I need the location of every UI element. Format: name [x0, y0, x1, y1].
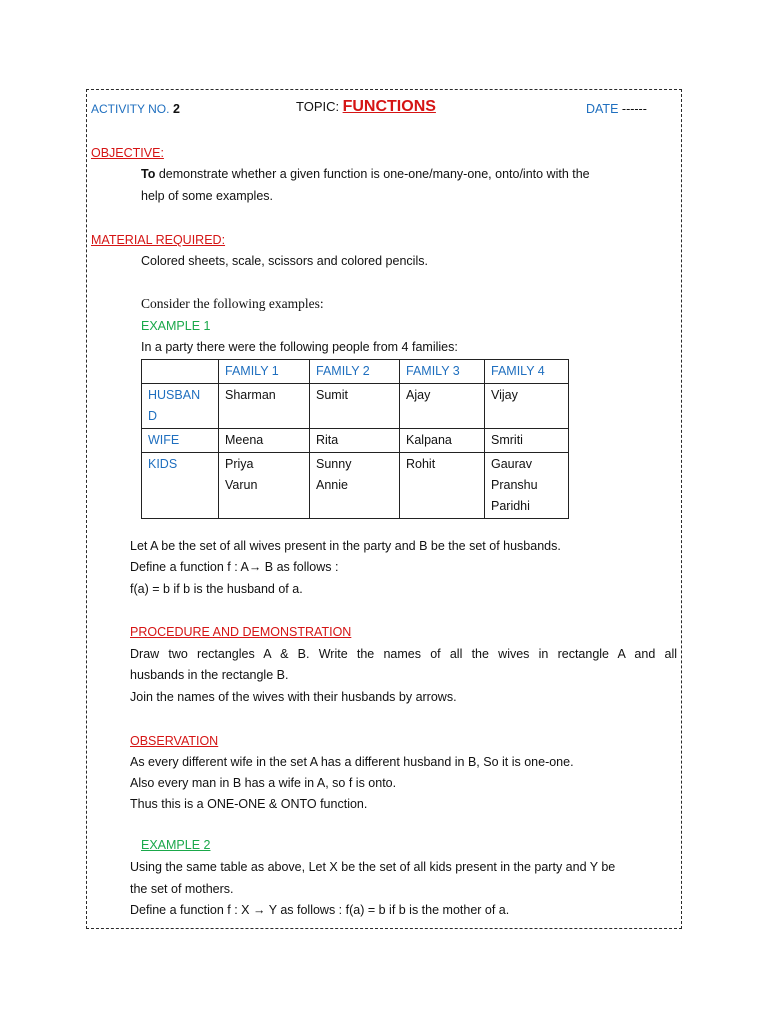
objective-line-2: help of some examples.: [141, 189, 274, 203]
table-cell: Sharman: [219, 384, 310, 429]
kid-name: Rohit: [406, 457, 436, 471]
kid-name: Varun: [225, 478, 258, 492]
kid-name: Sunny: [316, 457, 352, 471]
table-cell: [400, 453, 485, 519]
definition-line-2: Define a function f : A→ B as follows :: [130, 560, 339, 574]
example2-line-3: Define a function f : X → Y as follows : f(a) = b if b is the mother of a.: [130, 903, 510, 917]
definition-line-1: Let A be the set of all wives present in the party and B be the set of husbands.: [130, 539, 561, 553]
example2-heading: EXAMPLE 2: [141, 838, 211, 852]
consider-text: Consider the following examples:: [141, 296, 324, 311]
observation-line-3: Thus this is a ONE-ONE & ONTO function.: [130, 797, 368, 811]
table-header-cell: FAMILY 3: [400, 360, 485, 384]
observation-line-1: As every different wife in the set A has a different husband in B, So it is one-one.: [130, 755, 574, 769]
table-cell: [310, 453, 400, 519]
row-label-part: HUSBAN: [148, 388, 201, 402]
material-heading: MATERIAL REQUIRED:: [91, 233, 226, 247]
table-header-cell: FAMILY 4: [485, 360, 569, 384]
procedure-line-1: Draw two rectangles A & B. Write the names of all the wives in rectangle A and all: [130, 647, 677, 661]
date-line: [586, 101, 647, 117]
example1-heading: EXAMPLE 1: [141, 319, 211, 333]
kid-name: Gaurav: [491, 457, 532, 471]
objective-line-1: [141, 166, 590, 182]
table-cell: Smriti: [485, 429, 569, 453]
date-label: DATE: [586, 102, 619, 116]
table-cell: Meena: [219, 429, 310, 453]
procedure-heading: PROCEDURE AND DEMONSTRATION: [130, 625, 352, 639]
objective-text-1: demonstrate whether a given function is one-one/many-one, onto/into with the: [155, 167, 590, 181]
objective-lead: To: [141, 167, 156, 181]
procedure-line-3: Join the names of the wives with their husbands by arrows.: [130, 690, 457, 704]
table-header-cell: FAMILY 1: [219, 360, 310, 384]
families-table: [141, 359, 569, 519]
kid-name: Annie: [316, 478, 348, 492]
example2-line-1: Using the same table as above, Let X be the set of all kids present in the party and Y be: [130, 860, 616, 874]
activity-number: 2: [172, 102, 180, 116]
table-row: [142, 384, 569, 429]
table-row: [142, 429, 569, 453]
table-cell: Ajay: [400, 384, 485, 429]
row-label-wife: WIFE: [142, 429, 219, 453]
kid-name: Pranshu: [491, 478, 538, 492]
topic-line: [296, 99, 436, 115]
kid-name: Priya: [225, 457, 254, 471]
table-header-row: [142, 360, 569, 384]
objective-heading: OBJECTIVE:: [91, 146, 164, 160]
observation-line-2: Also every man in B has a wife in A, so f is onto.: [130, 776, 397, 790]
table-cell: [485, 453, 569, 519]
table-cell: Sumit: [310, 384, 400, 429]
table-cell: Rita: [310, 429, 400, 453]
topic-value: FUNCTIONS: [342, 98, 436, 115]
row-label-husband: [142, 384, 219, 429]
table-row: [142, 453, 569, 519]
table-cell: Vijay: [485, 384, 569, 429]
table-header-cell: FAMILY 2: [310, 360, 400, 384]
activity-label: ACTIVITY NO.: [91, 102, 170, 116]
material-text: Colored sheets, scale, scissors and colored pencils.: [141, 254, 428, 268]
table-header-cell: [142, 360, 219, 384]
table-cell: Kalpana: [400, 429, 485, 453]
procedure-line-2: husbands in the rectangle B.: [130, 668, 289, 682]
example2-line-2: the set of mothers.: [130, 882, 234, 896]
table-cell: [219, 453, 310, 519]
definition-line-3: f(a) = b if b is the husband of a.: [130, 582, 303, 596]
date-value: ------: [621, 102, 647, 116]
row-label-part: D: [148, 409, 158, 423]
kid-name: Paridhi: [491, 499, 530, 513]
example1-intro: In a party there were the following people from 4 families:: [141, 340, 458, 354]
row-label-kids: KIDS: [142, 453, 219, 519]
observation-heading: OBSERVATION: [130, 734, 219, 748]
activity-line: [91, 101, 180, 117]
topic-label: TOPIC:: [296, 99, 340, 114]
